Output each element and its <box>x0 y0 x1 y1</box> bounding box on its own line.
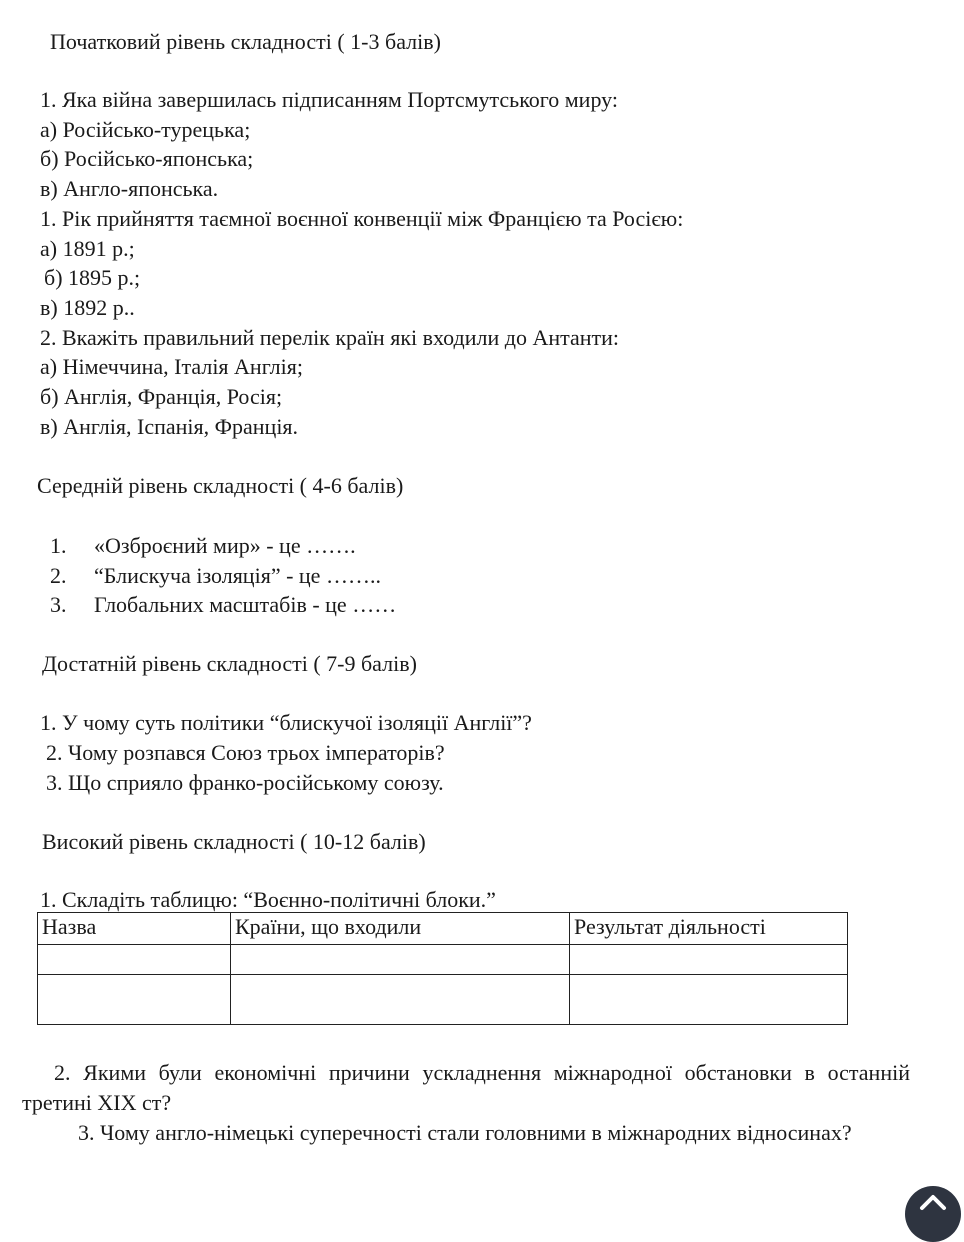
task-1: 1. Складіть таблицю: “Воєнно-політичні блоки.” <box>40 887 496 912</box>
answer-option: б) Англія, Франція, Росія; <box>40 384 283 409</box>
table-header-name: Назва <box>38 913 231 945</box>
question-1: 1. Яка війна завершилась підписанням Портсмутського миру: <box>40 87 618 112</box>
task-2: 2. Якими були економічні причини ускладнення міжнародної обстановки в останній третині XIX ст? <box>22 1060 910 1115</box>
list-item-number: 3. <box>50 592 67 617</box>
list-item-text: “Блискуча ізоляція” - це …….. <box>94 563 381 588</box>
list-item <box>50 562 381 590</box>
scroll-top-button[interactable] <box>905 1186 961 1242</box>
table-cell <box>570 945 848 975</box>
list-item-number: 2. <box>50 563 67 588</box>
answer-option: в) 1892 р.. <box>40 295 135 320</box>
list-item-text: «Озброєний мир» - це ……. <box>94 533 356 558</box>
table-header-result: Результат діяльності <box>570 913 848 945</box>
answer-option: а) Російсько-турецька; <box>40 117 251 142</box>
answer-option: б) 1895 р.; <box>44 265 141 290</box>
answer-option: а) Німеччина, Італія Англія; <box>40 354 303 379</box>
list-item: 3. Що сприяло франко-російському союзу. <box>46 770 444 795</box>
section-heading-high: Високий рівень складності ( 10-12 балів) <box>42 829 426 854</box>
list-item-number: 1. <box>50 533 67 558</box>
table-header-countries: Країни, що входили <box>231 913 570 945</box>
list-item: 2. Чому розпався Союз трьох імператорів? <box>46 740 445 765</box>
answer-option: в) Англія, Іспанія, Франція. <box>40 414 299 439</box>
table-cell <box>231 975 570 1025</box>
chevron-up-icon <box>918 1192 948 1212</box>
table-row <box>38 975 848 1025</box>
answer-option: в) Англо-японська. <box>40 176 219 201</box>
answer-option: а) 1891 р.; <box>40 236 135 261</box>
list-item <box>50 591 397 619</box>
table-header-row <box>38 913 848 945</box>
question-2: 1. Рік прийняття таємної воєнної конвенції між Францією та Росією: <box>40 206 684 231</box>
section-heading-medium: Середній рівень складності ( 4-6 балів) <box>37 473 404 498</box>
list-item <box>50 532 356 560</box>
table-cell <box>570 975 848 1025</box>
task-3: 3. Чому англо-німецькі суперечності стали головними в міжнародних відносинах? <box>78 1120 852 1145</box>
table-cell <box>38 945 231 975</box>
section-heading-initial: Початковий рівень складності ( 1-3 балів) <box>50 29 441 54</box>
section-heading-sufficient: Достатній рівень складності ( 7-9 балів) <box>42 651 417 676</box>
table-cell <box>38 975 231 1025</box>
answer-option: б) Російсько-японська; <box>40 146 254 171</box>
list-item-text: Глобальних масштабів - це …… <box>94 592 397 617</box>
list-item: 1. У чому суть політики “блискучої ізоляції Англії”? <box>40 710 532 735</box>
table-row <box>38 945 848 975</box>
table-cell <box>231 945 570 975</box>
blocs-table <box>37 912 848 1025</box>
question-3: 2. Вкажіть правильний перелік країн які входили до Антанти: <box>40 325 620 350</box>
